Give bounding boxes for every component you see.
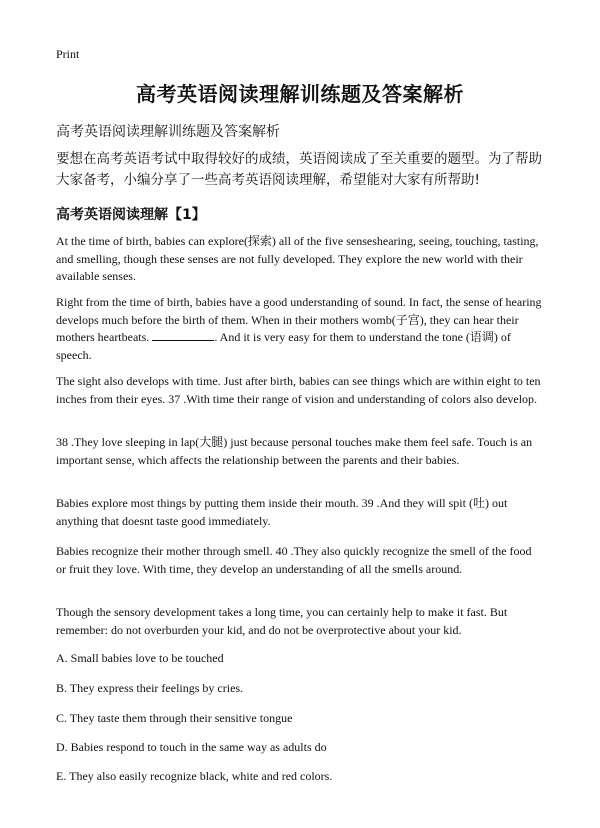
paragraph-2-text-end: . And it is very easy for them to understand the tone (语调) of speech.: [56, 330, 511, 362]
passage-paragraph-1: At the time of birth, babies can explore(探索) all of the five senseshearing, seeing, touching, tasting, and smelling, though these senses are not fully developed. They explore the new world with their available senses.: [56, 234, 539, 283]
intro-paragraph: 要想在高考英语考试中取得较好的成绩，英语阅读成了至关重要的题型。为了帮助大家备考，小编分享了一些高考英语阅读理解，希望能对大家有所帮助!: [56, 151, 542, 188]
print-label: Print: [56, 47, 80, 61]
passage-paragraph-2: [56, 294, 544, 364]
passage-paragraph-5: Babies explore most things by putting them inside their mouth. 39 .And they will spit (吐) out anything that doesnt taste good immediately.: [56, 496, 508, 528]
subtitle: 高考英语阅读理解训练题及答案解析: [56, 124, 280, 140]
option-a: A. Small babies love to be touched: [56, 651, 224, 665]
passage-paragraph-6: Babies recognize their mother through smell. 40 .They also quickly recognize the smell of the food or fruit they love. With time, they develop an understanding of all the smells around.: [56, 544, 532, 576]
section-heading: 高考英语阅读理解【1】: [56, 207, 206, 223]
paragraph-2-text-start: Right from the time of birth, babies have a good understanding of sound. In fact, the sense of hearing develops much before the birth of them. When in their mothers womb(子宫), they can hear their mothers heartbeats.: [56, 295, 542, 344]
option-c: C. They taste them through their sensitive tongue: [56, 711, 293, 725]
passage-paragraph-3: The sight also develops with time. Just after birth, babies can see things which are within eight to ten inches from their eyes. 37 .With time their range of vision and understanding of colors also develop.: [56, 374, 541, 406]
option-d: D. Babies respond to touch in the same way as adults do: [56, 740, 327, 754]
passage-paragraph-7: Though the sensory development takes a long time, you can certainly help to make it fast. But remember: do not overburden your kid, and do not be overprotective about your kid.: [56, 605, 508, 637]
option-e: E. They also easily recognize black, white and red colors.: [56, 769, 333, 783]
option-b: B. They express their feelings by cries.: [56, 681, 244, 695]
passage-paragraph-4: 38 .They love sleeping in lap(大腿) just because personal touches make them feel safe. Touch is an important sense, which affects the relationship between the parents and their babies.: [56, 435, 533, 467]
page-title: 高考英语阅读理解训练题及答案解析: [136, 82, 464, 106]
answer-blank: [152, 330, 214, 341]
